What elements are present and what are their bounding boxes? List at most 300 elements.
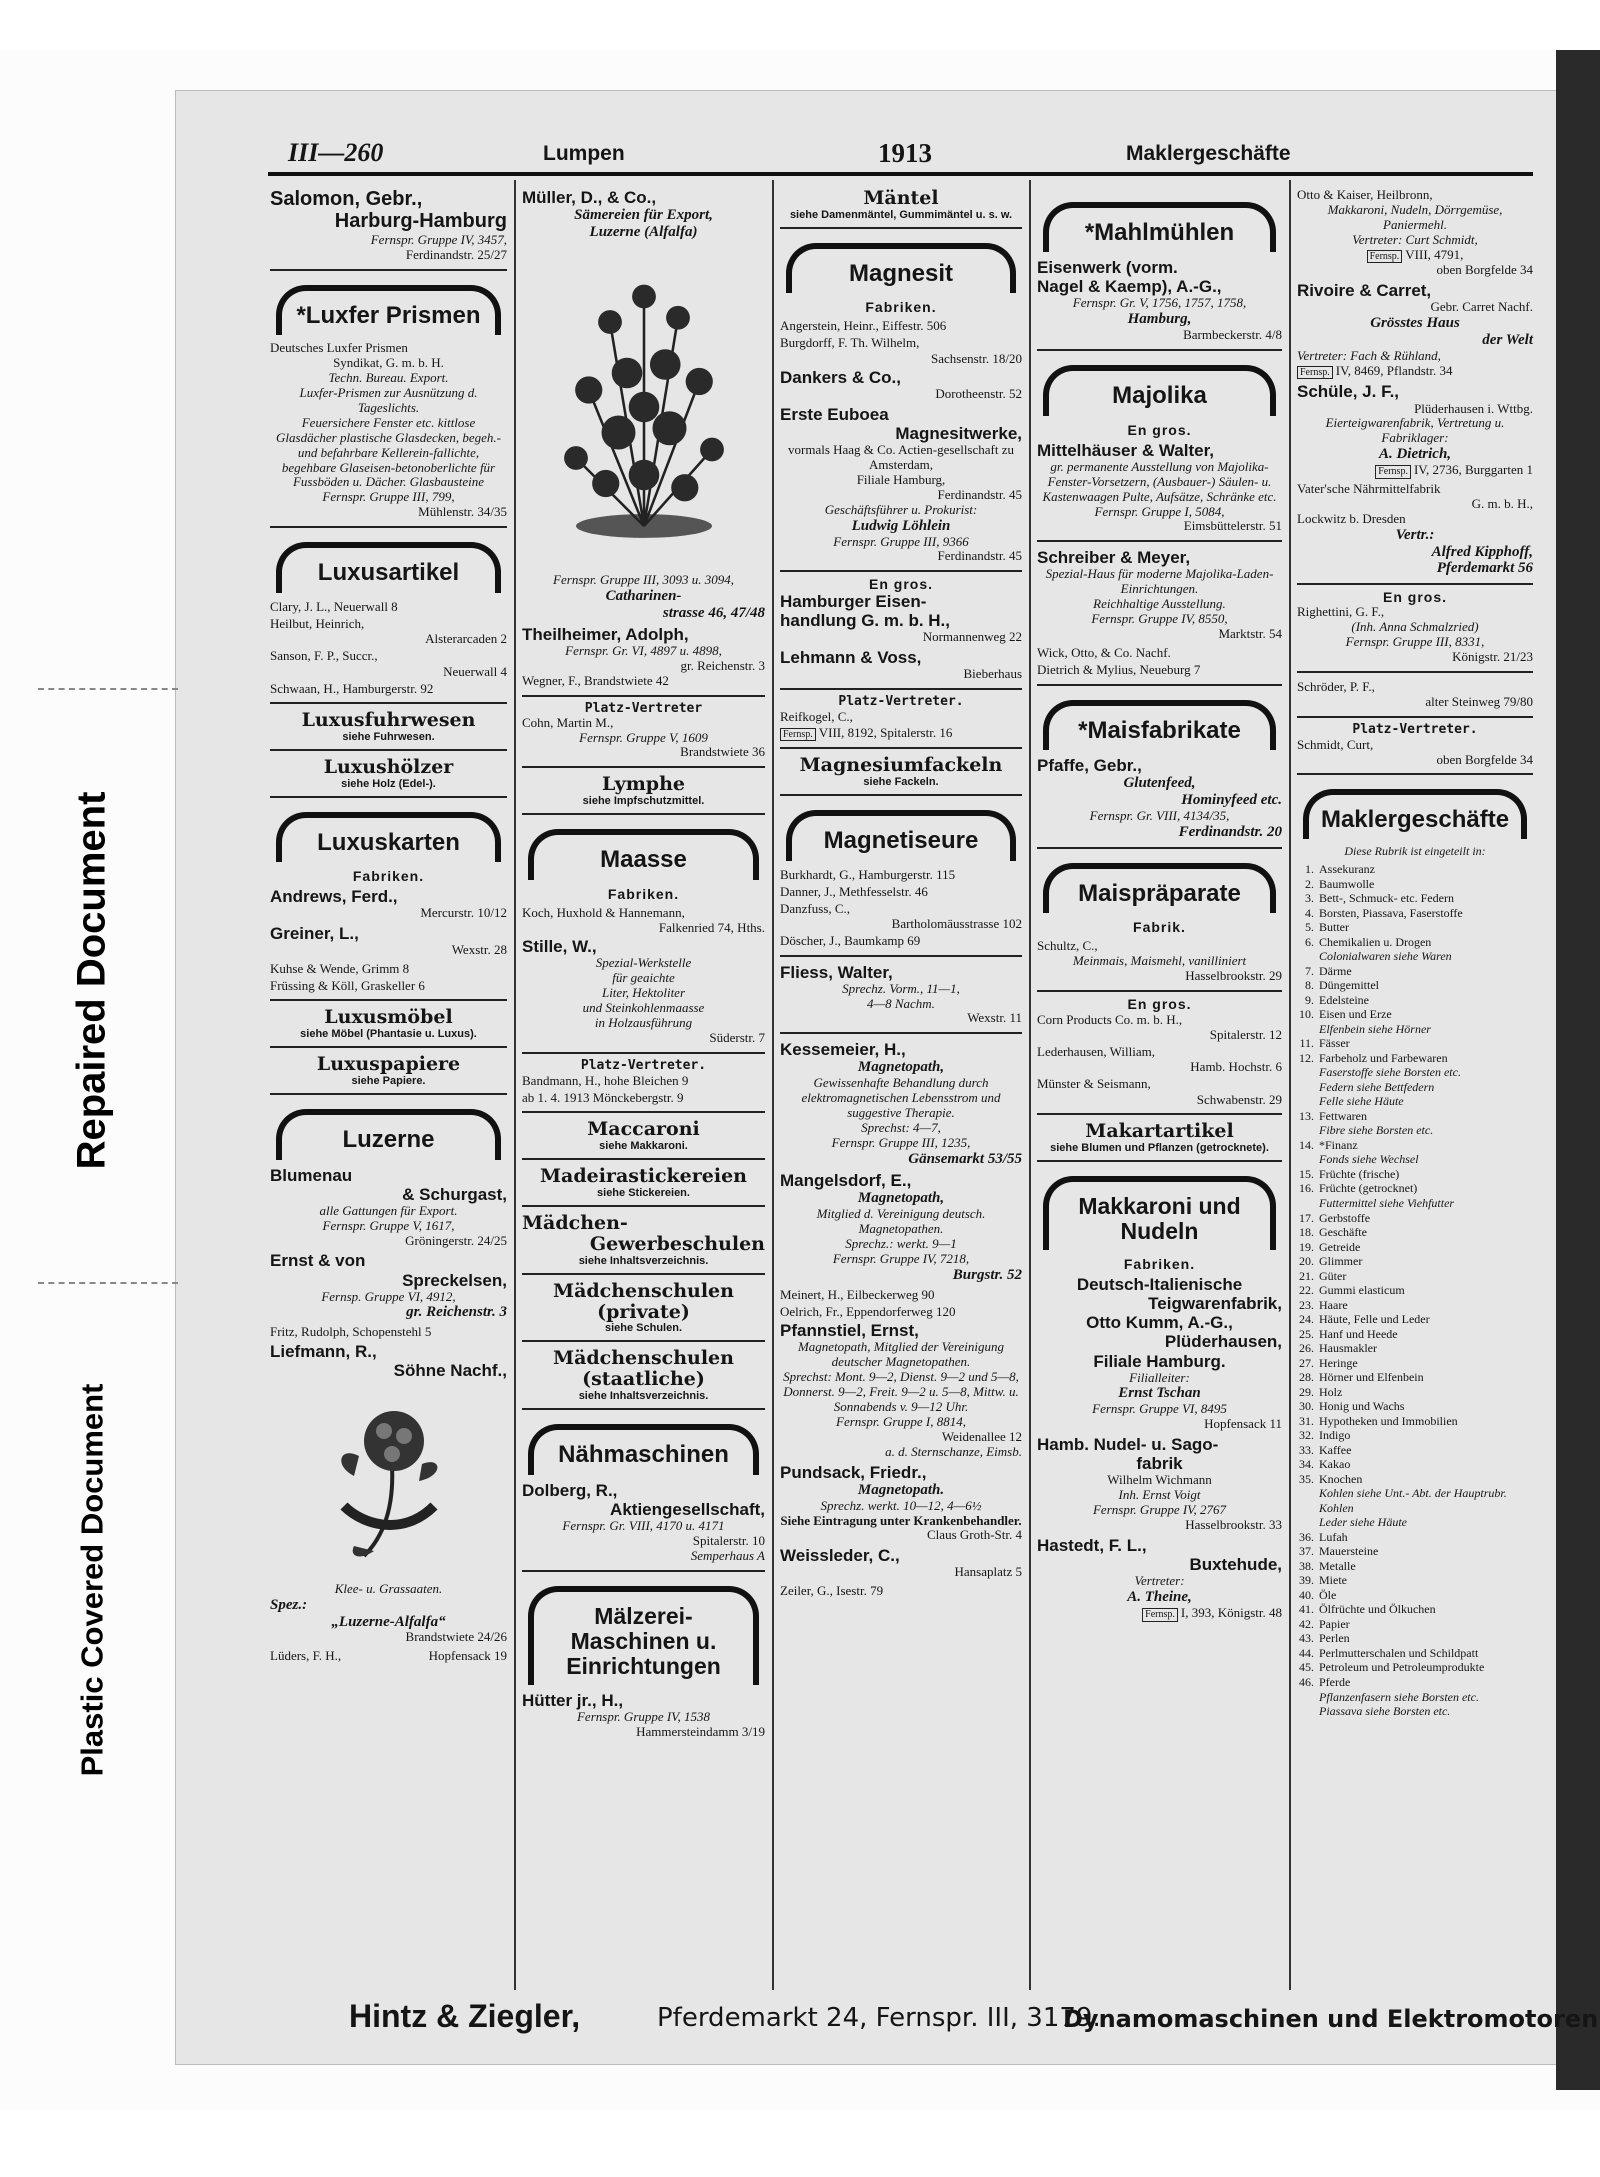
category-item bbox=[1297, 1022, 1533, 1037]
entry-text: Fernspr. Gruppe III, 1235, bbox=[831, 1135, 971, 1151]
category-item bbox=[1297, 1181, 1533, 1196]
entry-text: Makkaroni, Nudeln, Dörrgemüse, Paniermehl. bbox=[1327, 201, 1503, 232]
entry-name: Otto Kumm, A.-G., bbox=[1086, 1313, 1233, 1333]
entry-text: Süderstr. 7 bbox=[709, 1029, 765, 1045]
entry-text: gr. Reichenstr. 3 bbox=[406, 1304, 507, 1321]
entry-name: Erste Euboea bbox=[780, 404, 889, 424]
entry-schreiber-meyer bbox=[1037, 548, 1282, 642]
entry-text: Vertreter: Fach & Rühland, bbox=[1297, 348, 1441, 364]
entry-text: Fernspr. Gruppe V, 1609 bbox=[579, 729, 708, 745]
entry-text: Fernspr. Gr. VIII, 4170 u. 4171 bbox=[562, 1517, 725, 1533]
category-label: Öle bbox=[1319, 1587, 1337, 1602]
category-label: Güter bbox=[1319, 1268, 1347, 1283]
list-item: Wick, Otto, & Co. Nachf. bbox=[1037, 645, 1171, 661]
entry-text: oben Borgfelde 34 bbox=[1436, 262, 1533, 278]
entry-text: Weidenallee 12 bbox=[941, 1428, 1022, 1444]
entry-text: Magnetopath, Mitglied der Vereinigung deutscher Magnetopathen. bbox=[797, 1339, 1005, 1370]
category-item bbox=[1297, 1269, 1533, 1284]
entry-text: Bartholomäusstrasse 102 bbox=[891, 916, 1022, 932]
entry-text: Barmbeckerstr. 4/8 bbox=[1183, 327, 1282, 343]
entry-text: Spitalerstr. 10 bbox=[692, 1532, 765, 1548]
entry-rivoire-carret bbox=[1297, 281, 1533, 379]
category-item bbox=[1297, 1051, 1533, 1066]
subheading: Platz-Vertreter. bbox=[780, 688, 1022, 709]
plastic-covered-document-label: Plastic Covered Document bbox=[74, 1383, 110, 1777]
category-number: 40. bbox=[1299, 1587, 1314, 1602]
entry-text: Ferdinandstr. 45 bbox=[937, 548, 1022, 564]
entry-name: & Schurgast, bbox=[402, 1184, 507, 1204]
category-item bbox=[1297, 1428, 1533, 1443]
entry-text: Luzerne (Alfalfa) bbox=[589, 223, 698, 240]
entry-fliess bbox=[780, 963, 1022, 1027]
category-label: Haare bbox=[1319, 1297, 1348, 1312]
alfalfa-plant-illustration bbox=[559, 247, 729, 567]
section-heading-mahlmuehlen: *Mahlmühlen bbox=[1043, 202, 1276, 252]
category-label: Federn siehe Bettfedern bbox=[1319, 1079, 1435, 1094]
entry-name: Pfannstiel, Ernst, bbox=[780, 1321, 919, 1341]
cross-ref-title: Lymphe bbox=[601, 773, 685, 796]
entry-text: Hominyfeed etc. bbox=[1181, 791, 1282, 808]
list-item: Zeiler, G., Isestr. 79 bbox=[780, 1583, 884, 1599]
entry-text: Magnetopath. bbox=[857, 1481, 945, 1498]
entry-text: Hopfensack 11 bbox=[1204, 1416, 1282, 1432]
column-3 bbox=[775, 180, 1027, 1990]
footer-products: Dynamomaschinen und Elektromotoren bbox=[1063, 2005, 1599, 2033]
category-number: 12. bbox=[1299, 1050, 1314, 1065]
entry-text: 4—8 Nachm. bbox=[867, 995, 935, 1011]
rule bbox=[270, 999, 507, 1001]
entry-hastedt bbox=[1037, 1536, 1282, 1621]
list-item: Bandmann, H., hohe Bleichen 9 bbox=[522, 1072, 689, 1088]
entry-text: Ernst Tschan bbox=[1118, 1385, 1201, 1402]
entry-text: Königstr. 21/23 bbox=[1452, 649, 1533, 665]
category-item bbox=[1297, 1646, 1533, 1661]
entry-text: Fernspr. Gruppe I, 5084, bbox=[1094, 503, 1225, 519]
entry-dolberg bbox=[522, 1481, 765, 1564]
category-number: 35. bbox=[1299, 1471, 1314, 1486]
section-heading-luxuskarten: Luxuskarten bbox=[276, 812, 501, 862]
subheading: Fabrik. bbox=[1133, 919, 1186, 936]
category-item bbox=[1297, 1486, 1533, 1515]
category-number: 27. bbox=[1299, 1355, 1314, 1370]
rule bbox=[270, 749, 507, 751]
category-label: Piassava siehe Borsten etc. bbox=[1319, 1704, 1451, 1719]
entry-ernst-spreckelsen bbox=[270, 1251, 507, 1321]
header-left-keyword: Lumpen bbox=[543, 142, 625, 165]
entry-text: G. m. b. H., bbox=[1471, 495, 1533, 511]
entry-text: Fernsp. Gruppe VI, 4912, bbox=[321, 1288, 456, 1304]
category-item bbox=[1297, 877, 1533, 892]
cross-ref-title: Magnesiumfackeln bbox=[799, 754, 1003, 777]
entry-text: Heilbut, Heinrich, bbox=[270, 615, 365, 631]
entry-andrews bbox=[270, 887, 507, 921]
cross-ref-text: siehe Inhaltsverzeichnis. bbox=[578, 1254, 709, 1267]
cross-ref-text: siehe Papiere. bbox=[351, 1075, 426, 1088]
category-number: 4. bbox=[1305, 905, 1314, 920]
category-number: 10. bbox=[1299, 1007, 1314, 1022]
rule bbox=[1037, 540, 1282, 542]
category-item bbox=[1297, 1631, 1533, 1646]
entry-text: Sprechz. werkt. 10—12, 4—6½ bbox=[820, 1497, 982, 1513]
category-item bbox=[1297, 1152, 1533, 1167]
category-label: Miete bbox=[1319, 1573, 1347, 1588]
entry-text: Wegner, F., Brandstwiete 42 bbox=[522, 672, 669, 688]
list-item: Danner, J., Methfesselstr. 46 bbox=[780, 883, 928, 899]
category-number: 11. bbox=[1299, 1036, 1314, 1051]
category-label: Früchte (frische) bbox=[1319, 1166, 1400, 1181]
entry-text: vormals Haag & Co. Actien-gesellschaft zu Amsterdam, bbox=[788, 441, 1014, 472]
category-number: 41. bbox=[1299, 1602, 1314, 1617]
cross-ref-title: Mädchenschulen bbox=[553, 1279, 734, 1302]
entry-text: Fernspr. Gr. VI, 4897 u. 4898, bbox=[565, 642, 722, 658]
rule bbox=[522, 813, 765, 815]
entry-text: Vertreter: bbox=[1134, 1573, 1185, 1589]
category-item bbox=[1297, 1399, 1533, 1414]
phone-badge: Fernsp. bbox=[1367, 250, 1403, 264]
subheading: Fabriken. bbox=[352, 868, 425, 885]
entry-name: Schreiber & Meyer, bbox=[1037, 548, 1191, 568]
category-number bbox=[1297, 1690, 1319, 1705]
entry-name: Rivoire & Carret, bbox=[1297, 281, 1432, 301]
category-item bbox=[1297, 1675, 1533, 1690]
entry-text: Gänsemarkt 53/55 bbox=[908, 1151, 1022, 1168]
entry-name: Plüderhausen, bbox=[1164, 1332, 1282, 1352]
cross-ref-title: (staatliche) bbox=[582, 1368, 705, 1391]
entry-text: Münster & Seismann, bbox=[1037, 1076, 1151, 1092]
rule bbox=[780, 227, 1022, 229]
category-label: Geschäfte bbox=[1319, 1225, 1367, 1240]
column-divider bbox=[514, 180, 516, 1990]
entry-text: Alsterarcaden 2 bbox=[425, 631, 507, 647]
category-label: Därme bbox=[1319, 963, 1352, 978]
category-item bbox=[1297, 1196, 1533, 1211]
category-item bbox=[1297, 1327, 1533, 1342]
entry-text: Claus Groth-Str. 4 bbox=[927, 1527, 1022, 1543]
phone-badge: Fernsp. bbox=[1375, 465, 1411, 479]
category-number: 29. bbox=[1299, 1384, 1314, 1399]
scan-edge-bar bbox=[1556, 50, 1600, 2090]
subheading: Platz-Vertreter. bbox=[522, 1052, 765, 1073]
category-number: 30. bbox=[1299, 1399, 1314, 1414]
entry-name: Blumenau bbox=[270, 1165, 353, 1185]
entry-text: Wilhelm Wichmann bbox=[1107, 1472, 1212, 1488]
entry-name: Magnesitwerke, bbox=[895, 423, 1022, 443]
category-number: 26. bbox=[1299, 1341, 1314, 1356]
column-4 bbox=[1032, 180, 1287, 1990]
entry-name: Müller, D., & Co., bbox=[522, 188, 657, 207]
category-label: Fonds siehe Wechsel bbox=[1319, 1152, 1419, 1167]
section-heading-luxusartikel: Luxusartikel bbox=[276, 542, 501, 592]
category-label: Lufah bbox=[1319, 1529, 1348, 1544]
category-label: Früchte (getrocknet) bbox=[1319, 1181, 1418, 1196]
category-number bbox=[1297, 1080, 1319, 1095]
category-label: Chemikalien u. Drogen bbox=[1319, 934, 1432, 949]
category-number: 32. bbox=[1299, 1428, 1314, 1443]
cross-ref-title: Makartartikel bbox=[1085, 1119, 1234, 1142]
category-number: 28. bbox=[1299, 1370, 1314, 1385]
column-divider bbox=[1289, 180, 1291, 1990]
subheading: En gros. bbox=[1127, 421, 1192, 438]
list-item bbox=[270, 1648, 507, 1663]
rule bbox=[270, 269, 507, 271]
rule bbox=[780, 794, 1022, 796]
entry-name: Hütter jr., H., bbox=[522, 1691, 624, 1711]
entry-text: Feuersichere Fenster etc. kittlose Glasdächer plastische Glasdecken, begeh.- und befahrbare Kellerein-fallichte, begehbare Glaseisen-betonoberlichte für Fussböden u. Dächer. Glasbausteine bbox=[276, 414, 501, 490]
category-label: Felle siehe Häute bbox=[1319, 1094, 1404, 1109]
list-item: Döscher, J., Baumkamp 69 bbox=[780, 933, 921, 949]
category-intro: Diese Rubrik ist eingeteilt in: bbox=[1344, 844, 1486, 859]
cross-ref-title: Mäntel bbox=[863, 187, 939, 209]
entry-text: Ferdinandstr. 45 bbox=[937, 486, 1022, 502]
entry-text: alter Steinweg 79/80 bbox=[1425, 694, 1533, 710]
repaired-document-label: Repaired Document bbox=[69, 791, 114, 1169]
entry-name: Greiner, L., bbox=[270, 924, 359, 944]
list-item bbox=[1037, 1076, 1282, 1106]
category-number: 33. bbox=[1299, 1442, 1314, 1457]
header-right-keyword: Maklergeschäfte bbox=[1126, 142, 1291, 165]
entry-text: Glutenfeed, bbox=[1123, 774, 1196, 791]
section-heading-maispraeparate: Maispräparate bbox=[1043, 863, 1276, 913]
rule bbox=[522, 1205, 765, 1207]
category-label: Kakao bbox=[1319, 1457, 1351, 1472]
category-number bbox=[1297, 1022, 1319, 1037]
category-number: 14. bbox=[1299, 1137, 1314, 1152]
subheading: Platz-Vertreter. bbox=[1297, 716, 1533, 737]
entry-name: Mittelhäuser & Walter, bbox=[1037, 440, 1214, 460]
entry-pfannstiel bbox=[780, 1321, 1022, 1460]
cross-ref-text: siehe Möbel (Phantasie u. Luxus). bbox=[300, 1028, 477, 1041]
entry-text: in Holzausführung bbox=[594, 1014, 693, 1030]
entry-text: Catharinen- bbox=[605, 587, 682, 604]
list-item: Oelrich, Fr., Eppendorferweg 120 bbox=[780, 1303, 956, 1319]
entry-name: Hamb. Nudel- u. Sago- bbox=[1037, 1435, 1219, 1455]
entry-mittelhaeuser bbox=[1037, 441, 1282, 535]
entry-text: Magnetopath, bbox=[857, 1059, 945, 1076]
category-number: 37. bbox=[1299, 1544, 1314, 1559]
category-label: Bett-, Schmuck- etc. Federn bbox=[1319, 891, 1454, 906]
category-item bbox=[1297, 1660, 1533, 1675]
header-rule bbox=[268, 172, 1533, 176]
cross-ref-title: Luxushölzer bbox=[323, 755, 454, 778]
entry-eisenwerk bbox=[1037, 258, 1282, 343]
category-label: Fettwaren bbox=[1319, 1108, 1367, 1123]
entry-name: Hastedt, F. L., bbox=[1037, 1536, 1147, 1556]
list-item: Früssing & Köll, Graskeller 6 bbox=[270, 978, 425, 994]
entry-salomon bbox=[270, 188, 507, 263]
entry-text: Burgdorff, F. Th. Wilhelm, bbox=[780, 335, 920, 351]
category-label: Glimmer bbox=[1319, 1254, 1363, 1269]
category-item bbox=[1297, 1254, 1533, 1269]
category-item bbox=[1297, 1341, 1533, 1356]
entry-text: Fernspr. Gr. VIII, 4134/35, bbox=[1089, 807, 1230, 823]
category-number: 46. bbox=[1299, 1675, 1314, 1689]
section-heading-magnesit: Magnesit bbox=[786, 243, 1016, 293]
cross-ref-text: siehe Makkaroni. bbox=[599, 1140, 688, 1153]
entry-text: Hasselbrookstr. 33 bbox=[1185, 1517, 1282, 1533]
list-item: ab 1. 4. 1913 Mönckebergstr. 9 bbox=[522, 1089, 684, 1105]
page-header bbox=[268, 138, 1533, 176]
column-divider bbox=[772, 180, 774, 1990]
rule bbox=[270, 796, 507, 798]
rule bbox=[1297, 671, 1533, 673]
category-label: Colonialwaren siehe Waren bbox=[1319, 949, 1452, 964]
entry-name: Dankers & Co., bbox=[780, 367, 901, 387]
category-label: Knochen bbox=[1319, 1471, 1363, 1486]
list-item: Schwaan, H., Hamburgerstr. 92 bbox=[270, 680, 434, 696]
list-item bbox=[1297, 679, 1533, 709]
entry-text: Fernspr. Gruppe III, 8331, bbox=[1345, 634, 1485, 650]
entry-name: Lehmann & Voss, bbox=[780, 648, 922, 668]
category-item bbox=[1297, 1138, 1533, 1153]
category-number: 3. bbox=[1305, 891, 1314, 906]
entry-text: Ludwig Löhlein bbox=[851, 517, 951, 534]
entry-text: Grösstes Haus bbox=[1370, 315, 1460, 332]
category-item bbox=[1297, 1065, 1533, 1080]
category-number: 18. bbox=[1299, 1225, 1314, 1240]
category-label: Pflanzenfasern siehe Borsten etc. bbox=[1319, 1689, 1479, 1704]
category-item bbox=[1297, 1225, 1533, 1240]
entry-text: Fernspr. Gruppe IV, 7218, bbox=[832, 1250, 970, 1266]
subheading: Fabriken. bbox=[607, 885, 680, 902]
cross-ref-title: (private) bbox=[597, 1300, 690, 1323]
cross-ref-title: Gewerbeschulen bbox=[589, 1232, 765, 1255]
entry-name: Stille, W., bbox=[522, 937, 597, 957]
category-item bbox=[1297, 1312, 1533, 1327]
subheading: En gros. bbox=[1037, 990, 1282, 1012]
entry-name: Schüle, J. F., bbox=[1297, 382, 1400, 402]
list-item: Dietrich & Mylius, Neueburg 7 bbox=[1037, 662, 1201, 678]
entry-vater bbox=[1297, 482, 1533, 578]
category-label: Hausmakler bbox=[1319, 1341, 1377, 1356]
list-item bbox=[270, 648, 507, 678]
entry-weissleder bbox=[780, 1546, 1022, 1580]
entry-name: Pundsack, Friedr., bbox=[780, 1462, 927, 1482]
category-label: Edelsteine bbox=[1319, 992, 1369, 1007]
category-number: 2. bbox=[1305, 876, 1314, 891]
entry-text: Mercurstr. 10/12 bbox=[420, 905, 507, 921]
entry-text: Sprechst: 4—7, bbox=[861, 1120, 941, 1136]
section-heading-luxfer-prismen: *Luxfer Prismen bbox=[276, 285, 501, 335]
category-item bbox=[1297, 949, 1533, 964]
category-item bbox=[1297, 1007, 1533, 1022]
entry-text: Vater'sche Nährmittelfabrik bbox=[1297, 480, 1441, 496]
entry-text: Sprechz. Vorm., 11—1, bbox=[842, 980, 960, 996]
entry-name: Harburg-Hamburg bbox=[334, 210, 507, 233]
entry-name: Theilheimer, Adolph, bbox=[522, 624, 689, 644]
entry-text: Otto & Kaiser, Heilbronn, bbox=[1297, 187, 1433, 202]
entry-text: Spez.: bbox=[270, 1596, 308, 1613]
category-number: 22. bbox=[1299, 1283, 1314, 1298]
entry-text: IV, 2736, Burggarten 1 bbox=[1413, 462, 1533, 478]
phone-badge: Fernsp. bbox=[1297, 366, 1333, 380]
cross-ref-text: siehe Stickereien. bbox=[597, 1186, 690, 1199]
list-item bbox=[1037, 1044, 1282, 1074]
rule bbox=[1037, 847, 1282, 849]
entry-righettini bbox=[1297, 605, 1533, 665]
list-item: Fritz, Rudolph, Schopenstehl 5 bbox=[270, 1324, 432, 1340]
entry-text: Filialleiter: bbox=[1129, 1369, 1190, 1385]
rule bbox=[270, 526, 507, 528]
entry-luxfer bbox=[270, 341, 507, 520]
entry-cohn bbox=[522, 716, 765, 761]
category-item bbox=[1297, 1240, 1533, 1255]
category-item bbox=[1297, 1617, 1533, 1632]
entry-text: Lederhausen, William, bbox=[1037, 1044, 1156, 1060]
category-item bbox=[1297, 1036, 1533, 1051]
category-number: 36. bbox=[1299, 1529, 1314, 1544]
category-number: 20. bbox=[1299, 1254, 1314, 1269]
entry-text: Fernspr. Gruppe VI, 8495 bbox=[1092, 1401, 1227, 1417]
entry-name: Liefmann, R., bbox=[270, 1341, 377, 1361]
category-item bbox=[1297, 1167, 1533, 1182]
category-label: Assekuranz bbox=[1319, 862, 1375, 877]
category-label: Kaffee bbox=[1319, 1442, 1352, 1457]
entry-text: Danzfuss, C., bbox=[780, 900, 851, 916]
category-label: Holz bbox=[1319, 1384, 1343, 1399]
entry-text: Luxfer-Prismen zur Ausnützung d. Tageslichts. bbox=[299, 384, 478, 415]
entry-text: Mitglied d. Vereinigung deutsch. Magnetopathen. bbox=[816, 1205, 986, 1236]
entry-text: Plüderhausen i. Wttbg. bbox=[1414, 400, 1533, 416]
entry-name: Andrews, Ferd., bbox=[270, 887, 398, 907]
category-number: 5. bbox=[1305, 920, 1314, 935]
entry-text: Gröningerstr. 24/25 bbox=[405, 1232, 507, 1248]
section-heading-maisfabrikate: *Maisfabrikate bbox=[1043, 700, 1276, 750]
category-label: Eisen und Erze bbox=[1319, 1007, 1392, 1022]
entry-text: Spezial-Haus für moderne Majolika-Laden-Einrichtungen. bbox=[1045, 566, 1274, 597]
category-item bbox=[1297, 964, 1533, 979]
category-number bbox=[1297, 1515, 1319, 1530]
entry-name: Filiale Hamburg. bbox=[1093, 1351, 1226, 1371]
category-number: 7. bbox=[1305, 963, 1314, 978]
column-1 bbox=[265, 180, 512, 1990]
column-divider bbox=[1029, 180, 1031, 1990]
entry-liefmann bbox=[270, 1342, 507, 1646]
entry-name: Ernst & von bbox=[270, 1251, 366, 1271]
category-number: 19. bbox=[1299, 1239, 1314, 1254]
entry-name: Buxtehude, bbox=[1189, 1555, 1282, 1575]
category-label: Pferde bbox=[1319, 1675, 1351, 1689]
entry-pfaffe bbox=[1037, 756, 1282, 841]
entry-text: Fernspr. Gruppe IV, 3457, bbox=[370, 231, 507, 247]
entry-text: Reifkogel, C., bbox=[780, 709, 853, 725]
entry-kessemeier bbox=[780, 1040, 1022, 1168]
category-item bbox=[1297, 1588, 1533, 1603]
rule bbox=[780, 1032, 1022, 1034]
category-item bbox=[1297, 1443, 1533, 1458]
entry-text: Bieberhaus bbox=[963, 666, 1022, 682]
cross-ref-text: siehe Fuhrwesen. bbox=[342, 730, 435, 743]
footer-advertisement bbox=[285, 1995, 1599, 2043]
entry-text: Hansaplatz 5 bbox=[954, 1564, 1022, 1580]
entry-text: Sprechz.: werkt. 9—1 bbox=[845, 1235, 957, 1251]
category-number: 42. bbox=[1299, 1616, 1314, 1631]
rule bbox=[522, 1570, 765, 1572]
list-item: Meinert, H., Eilbeckerweg 90 bbox=[780, 1286, 935, 1302]
entry-text: Fernspr. Gruppe III, 799, bbox=[322, 489, 455, 505]
page-number: III—260 bbox=[288, 138, 384, 167]
cross-ref-text: siehe Damenmäntel, Gummimäntel u. s. w. bbox=[789, 208, 1013, 221]
column-5 bbox=[1292, 180, 1538, 1990]
rule bbox=[522, 1158, 765, 1160]
entry-text: Alfred Kipphoff, bbox=[1431, 543, 1533, 560]
category-number: 17. bbox=[1299, 1210, 1314, 1225]
entry-hamb-nudel bbox=[1037, 1435, 1282, 1533]
entry-text: gr. permanente Ausstellung von Majolika-Fenster-Vorsetzern, (Ausbauer-) Säulen- u. Kastenwaagen Pulte, Aufsätze, Schränke etc. bbox=[1042, 458, 1277, 504]
entry-huetter bbox=[522, 1691, 765, 1740]
category-number: 39. bbox=[1299, 1573, 1314, 1588]
entry-text: Ferdinandstr. 20 bbox=[1178, 823, 1282, 840]
entry-text: Cohn, Martin M., bbox=[522, 714, 614, 730]
